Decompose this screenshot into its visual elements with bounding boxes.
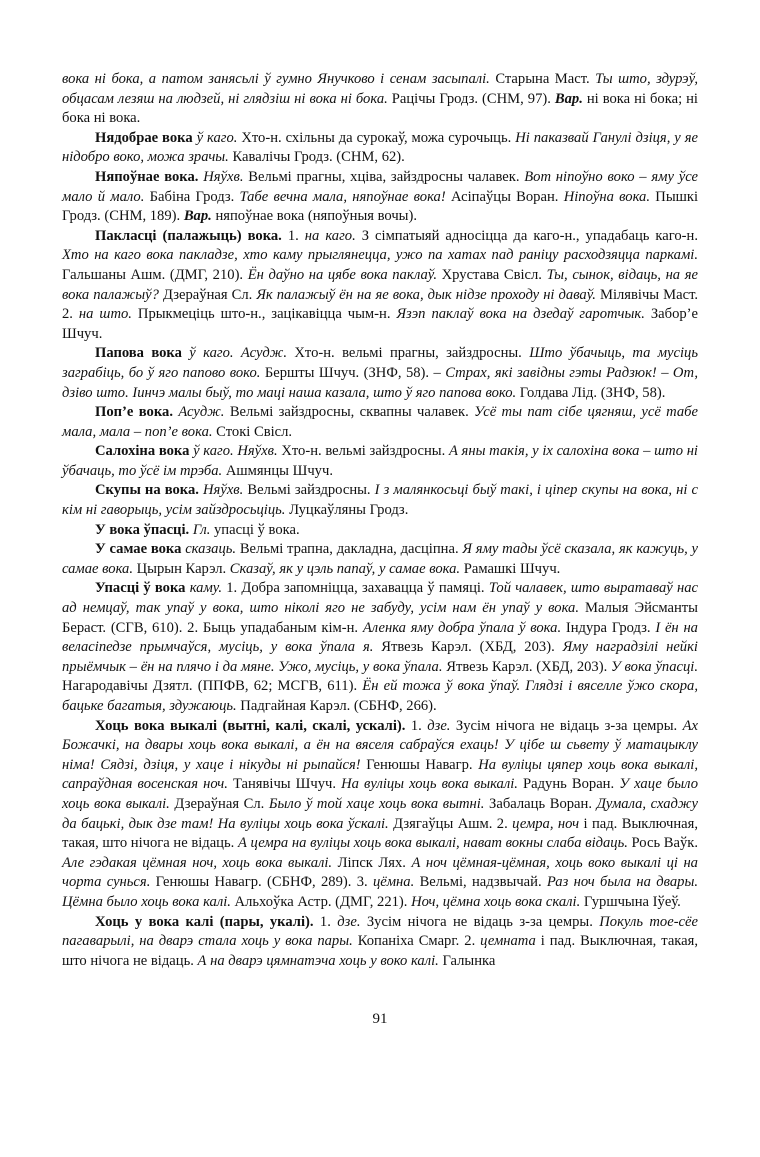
- entry-text: 1.: [313, 913, 338, 930]
- entry-italic-text: Ноч, цёмна хоць вока скалі.: [411, 893, 581, 910]
- entry-italic-text: ў каго. Асудж.: [181, 345, 287, 362]
- entry-text: Ашмянцы Шчуч.: [222, 462, 333, 479]
- entry-headword: Поп’е вока.: [95, 404, 173, 421]
- entry-text: 1.: [281, 227, 305, 244]
- entry-text: Кавалічы Гродз. (СНМ, 62).: [228, 149, 405, 166]
- dictionary-entry: [62, 227, 698, 345]
- entry-text: Ліпск Лях.: [332, 854, 412, 871]
- entry-italic-text: Ні паказвай Ганулі дзіця, у яе нідобро воко, можа зрачы.: [62, 129, 698, 166]
- entry-italic-text: А яны такія, у іх салохіна вока – што ні ўбачаць, то ўсё ім трэба.: [62, 443, 698, 479]
- entry-italic-text: А цемра на вуліцы хоць вока выкалі, нават вокны слаба відаць.: [237, 835, 628, 852]
- entry-italic-text: Язэп паклаў вока на дзедаў гаротчык.: [396, 306, 645, 323]
- entry-text: Нагародавічы Дзятл. (ППФВ, 62; МСГВ, 611).: [62, 678, 363, 695]
- entry-headword: Скупы на вока.: [95, 482, 199, 499]
- entry-italic-text: Ах Божачкі, на двары хоць вока выкалі, а ён на вяселя сабраўся ехаць! У цібе ш сьвету ў матацыклу німа! Сядзі, дзіця, у хаце і нікуды ні рыпайся!: [62, 717, 698, 773]
- entry-text: Хрустава Свісл.: [437, 266, 547, 283]
- dictionary-entry: [62, 481, 698, 520]
- entry-italic-text: Як палажыў ён на яе вока, дык нідзе проходу ні даваў.: [256, 286, 596, 303]
- entry-italic-text: Асудж.: [172, 404, 225, 421]
- entry-italic-text: ў каго.: [192, 129, 238, 146]
- entry-text: 1. Добра запомніцца, захавацца ў памяці.: [221, 580, 489, 597]
- dictionary-entry: [62, 344, 698, 403]
- entry-italic-text: Ён ей тожа ў вока ўпаў. Глядзі і вяселле ўжо скора, бацьке багатыя, здужаюць.: [62, 678, 698, 714]
- entry-italic-text: Хто на каго вока пакладзе, хто каму прыглянецца, ужо па хатах пад раніцу расходзяцца паркамі.: [62, 247, 698, 264]
- entry-text: Асіпаўцы Воран.: [445, 188, 564, 205]
- entry-italic-text: Ніпоўна вока.: [563, 188, 651, 205]
- entry-text: Забалаць Воран.: [484, 795, 597, 812]
- entry-italic-text: Той чалавек, што выратаваў нас ад немцаў, так упаў у вока, што ніколі яго не забуду, усім нам ён упаў у вока.: [62, 580, 698, 617]
- entry-text: Зусім нічога не відаць з-за цемры.: [360, 913, 600, 930]
- entry-text: няпоўнае вока (няпоўныя вочы).: [211, 208, 417, 225]
- entry-italic-text: Што ўбачыць, та мусіць заграбіць, бо ў яго папово воко.: [62, 345, 698, 381]
- dictionary-entry: [62, 717, 698, 913]
- entry-text: Радунь Воран.: [517, 776, 620, 793]
- entry-italic-text: Я яму тады ўсё сказала, як кажуць, у самае вока.: [62, 541, 699, 577]
- entry-italic-text: Але гэдакая цёмная ноч, хоць вока выкалі.: [62, 854, 333, 871]
- entry-text: Падгайная Карэл. (СБНФ, 266).: [236, 698, 437, 714]
- entry-italic-text: дзе.: [337, 913, 361, 930]
- entry-text: Голдава Лід. (ЗНФ, 58).: [516, 384, 666, 401]
- entry-headword: У самае вока: [95, 541, 182, 558]
- dictionary-entry: [62, 442, 698, 481]
- entry-variant-label: Вар.: [554, 90, 583, 107]
- entry-text: і пад. Выключная, такая, што нічога не відаць.: [62, 933, 699, 969]
- entry-italic-text: на што.: [78, 306, 132, 323]
- entry-italic-text: І з малянкосьці быў такі, і ціпер скупы на вока, ні с кім ні гаворыць, усім зайздросьціць.: [62, 482, 699, 519]
- entry-text: Галынка: [438, 952, 496, 969]
- entry-text: Бершты Шчуч. (ЗНФ, 58). –: [260, 364, 446, 381]
- entry-text: Ятвезь Карэл. (ХБД, 203).: [373, 639, 563, 656]
- entry-text: Дзягаўцы Ашм. 2.: [388, 815, 513, 832]
- entry-headword: Салохіна вока: [95, 443, 190, 460]
- entry-text: Мілявічы Маст. 2.: [62, 286, 698, 323]
- entry-italic-text: Было ў той хаце хоць вока вытні.: [268, 795, 485, 812]
- dictionary-entry: [62, 168, 698, 227]
- entry-italic-text: А на дварэ цямнатэча хоць у воко калі.: [197, 952, 439, 969]
- entry-text: 1.: [405, 717, 428, 734]
- entry-text: ні вока ні бока; ні бока ні вока.: [62, 90, 698, 127]
- entry-text: Рамашкі Шчуч.: [460, 560, 561, 577]
- entry-italic-text: Няўхв.: [198, 168, 244, 185]
- dictionary-entry: [62, 913, 698, 972]
- entry-headword: Папова вока: [95, 345, 182, 362]
- entry-text: Рось Ваўк.: [627, 835, 698, 852]
- entry-text: Луцкаўляны Гродз.: [285, 502, 409, 519]
- entry-text: З сімпатыяй адносіцца да каго-н., упадабаць каго-н.: [355, 227, 698, 244]
- entry-italic-text: Няўхв.: [198, 482, 244, 499]
- entry-text: Хто-н. схільны да сурокаў, можа сурочыць.: [237, 129, 516, 146]
- entry-headword: Хоць у вока калі (пары, укалі).: [95, 913, 314, 930]
- entry-text: Зусім нічога не відаць з-за цемры.: [450, 717, 683, 734]
- entry-italic-text: Думала, схаджу да бацькі, дык дзе там! На вуліцы хоць вока ўскалі.: [62, 795, 698, 832]
- entry-italic-text: цёмна.: [372, 874, 415, 891]
- entry-headword: Пакласці (палажыць) вока.: [95, 227, 282, 244]
- entry-italic-text: А ноч цёмная-цёмная, хоць воко выкалі ці на чорта сунься.: [62, 854, 698, 891]
- entry-text: і пад. Выключная, такая, што нічога не відаць.: [62, 815, 699, 852]
- entry-text: Дзераўная Сл.: [158, 286, 257, 303]
- entry-italic-text: вока ні бока, а патом занясьлі ў гумно Янучково і сенам засыпалі.: [62, 71, 490, 87]
- entry-italic-text: цемра, ноч: [512, 815, 580, 832]
- entry-italic-text: Страх, які завідны гэты Радзюк! – От, дзіво што. Іинчэ малы быў, то маці наша казала, што ў яго папова воко.: [62, 364, 699, 401]
- entry-text: Хто-н. вельмі зайздросны.: [277, 443, 449, 460]
- entry-italic-text: Ён даўно на цябе вока паклаў.: [247, 266, 438, 283]
- entry-text: Старына Маст.: [489, 71, 596, 87]
- entry-italic-text: У хаце было хоць вока выкалі.: [62, 776, 699, 812]
- entry-text: Дзераўная Сл.: [169, 795, 269, 812]
- entry-text: Стокі Свісл.: [212, 423, 293, 440]
- dictionary-entry: [62, 129, 698, 168]
- entry-text: Вельмі, надзвычай.: [414, 874, 547, 891]
- entry-italic-text: цемната: [480, 933, 536, 950]
- entry-italic-text: Раз ноч была на двары. Цёмна было хоць вока калі.: [62, 874, 699, 910]
- entry-italic-text: ў каго. Няўхв.: [189, 443, 278, 460]
- entry-italic-text: На вуліцы цяпер хоць вока выкалі, сапраўдная восенская ноч.: [62, 756, 698, 793]
- entry-italic-text: На вуліцы хоць вока выкалі.: [341, 776, 518, 793]
- entry-italic-text: Ты што, здурэў, обцасам лезяш на людзей, ні глядзіш ні вока ні бока.: [62, 71, 699, 107]
- entry-text: Гальшаны Ашм. (ДМГ, 210).: [62, 266, 248, 283]
- entry-text: Танявічы Шчуч.: [227, 776, 342, 793]
- dictionary-entry: [62, 403, 698, 442]
- dictionary-entry: [62, 521, 698, 541]
- entry-text: Вельмі зайздросны.: [243, 482, 375, 499]
- entry-text: Пышкі Гродз. (СНМ, 189).: [62, 188, 699, 225]
- entry-text: Вельмі трапна, дакладна, дасціпна.: [236, 541, 463, 558]
- entry-headword: Нядобрае вока: [95, 129, 193, 146]
- entry-text: Хто-н. вельмі прагны, зайздросны.: [287, 345, 530, 362]
- entry-italic-text: У вока ўпасці.: [610, 658, 698, 675]
- entry-text: Альхоўка Астр. (ДМГ, 221).: [230, 893, 412, 910]
- dictionary-entries: [62, 70, 698, 971]
- entry-italic-text: Сказаў, як у цэль папаў, у самае вока.: [229, 560, 461, 577]
- entry-text: Забор’е Шчуч.: [62, 306, 699, 342]
- entry-italic-text: Аленка яму добра ўпала ў вока.: [362, 619, 562, 636]
- entry-italic-text: Вот ніпоўно воко – яму ўсе мало й мало.: [62, 168, 698, 205]
- entry-headword: Няпоўнае вока.: [95, 168, 199, 185]
- entry-text: Бабіна Гродз.: [144, 188, 240, 205]
- dictionary-entry: [62, 579, 698, 716]
- entry-text: Вельмі зайздросны, сквапны чалавек.: [224, 404, 475, 421]
- entry-italic-text: Гл.: [189, 521, 211, 538]
- entry-text: Гуршчына Іўеў.: [580, 893, 681, 910]
- entry-text: Індура Гродз.: [561, 619, 656, 636]
- entry-headword: Упасці ў вока: [95, 580, 186, 597]
- entry-text: Генюшы Навагр. (СБНФ, 289). 3.: [150, 874, 373, 891]
- entry-italic-text: Усё ты пат сібе цягняш, усё табе мала, мала – поп’е вока.: [62, 404, 698, 440]
- entry-variant-label: Вар.: [183, 208, 212, 225]
- page-number: 91: [372, 1011, 388, 1027]
- entry-text: Цырын Карэл.: [132, 560, 230, 577]
- entry-italic-text: каму.: [185, 580, 222, 597]
- dictionary-entry: [62, 540, 698, 579]
- entry-italic-text: Покуль тое-сёе пагаварылі, на дварэ стала хоць у вока пары.: [62, 913, 698, 950]
- entry-italic-text: сказаць.: [181, 541, 237, 558]
- entry-italic-text: на каго.: [304, 227, 356, 244]
- entry-text: Прыкмеціць што-н., зацікавіцца чым-н.: [131, 306, 397, 323]
- entry-italic-text: дзе.: [427, 717, 451, 734]
- entry-italic-text: Яму нагрaдзілі нейкі прыёмчык – ён на плячо і да мяне. Ужо, мусіць, у вока ўпала.: [62, 639, 698, 675]
- entry-italic-text: Ты, сынок, відаць, на яе вока палажыў?: [62, 266, 698, 303]
- entry-italic-text: І ён на веласіпедзе прымчаўся, мусіць, у вока ўпала я.: [62, 619, 698, 656]
- entry-headword: У вока ўпасці.: [95, 521, 190, 538]
- entry-text: Генюшы Навагр.: [360, 756, 479, 773]
- entry-text: Ятвезь Карэл. (ХБД, 203).: [442, 658, 611, 675]
- entry-text: Копаніха Смарг. 2.: [352, 933, 481, 950]
- entry-text: Вельмі прагны, хціва, зайздросны чалавек.: [243, 168, 525, 185]
- entry-text: Малыя Эйсманты Бераст. (СГВ, 610). 2. Быць упадабаным кім-н.: [62, 600, 698, 636]
- entry-text: упасці ў вока.: [210, 521, 300, 538]
- entry-text: Рацічы Гродз. (СНМ, 97).: [387, 90, 555, 107]
- entry-italic-text: Табе вечна мала, няпоўнае вока!: [239, 188, 446, 205]
- dictionary-entry: [62, 70, 698, 129]
- entry-headword: Хоць вока выкалі (вытні, калі, скалі, ускалі).: [95, 717, 406, 734]
